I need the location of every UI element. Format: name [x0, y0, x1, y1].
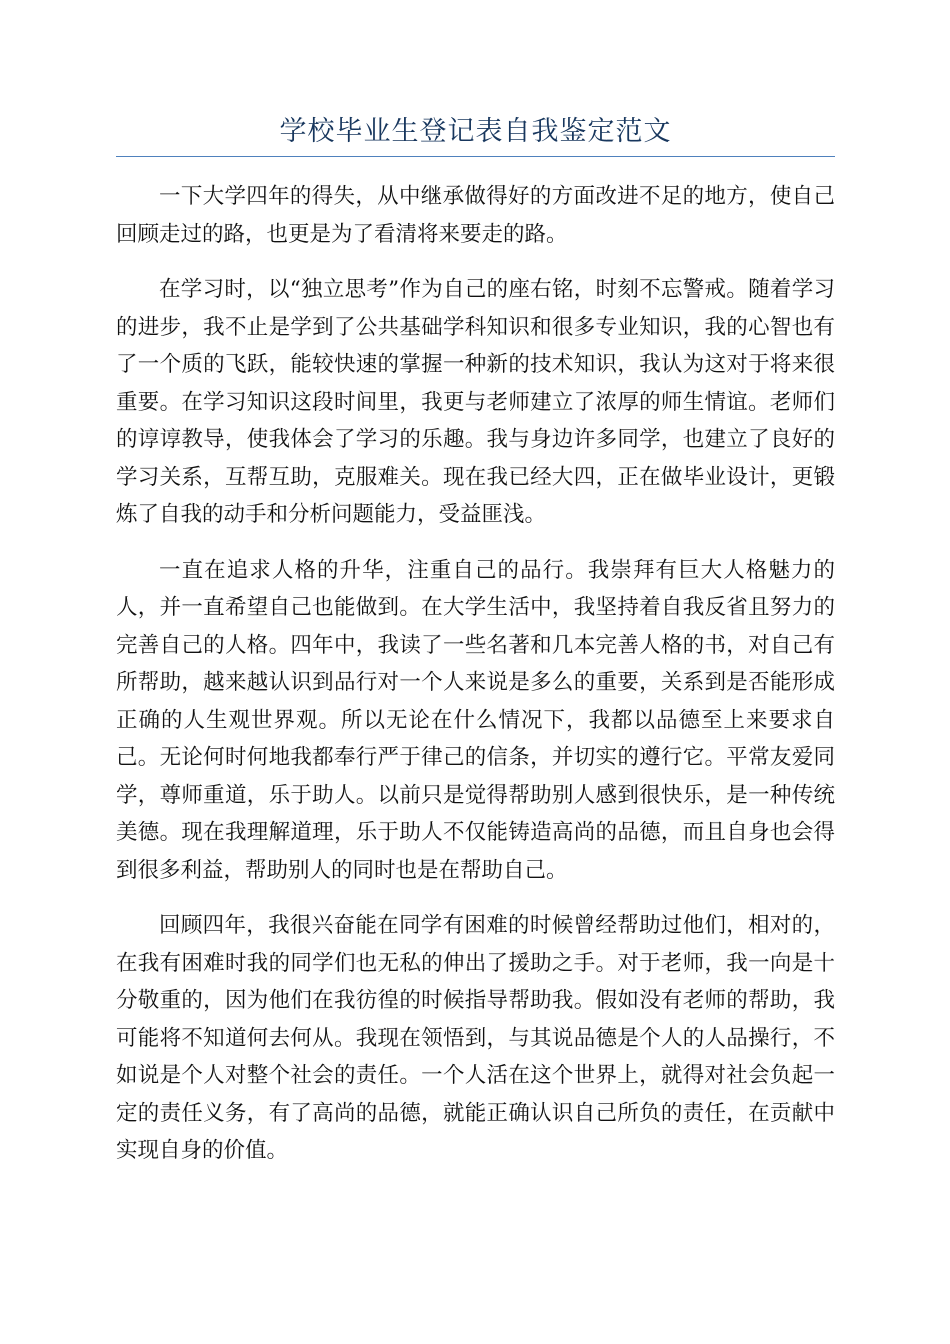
document-body — [116, 178, 835, 1188]
paragraph-character: 一直在追求人格的升华，注重自己的品行。我崇拜有巨大人格魅力的人，并一直希望自己也能做到。在大学生活中，我坚持着自我反省且努力的完善自己的人格。四年中，我读了一些名著和几本完善人格的书，对自己有所帮助，越来越认识到品行对一个人来说是多么的重要，关系到是否能形成正确的人生观世界观。所以无论在什么情况下，我都以品德至上来要求自己。无论何时何地我都奉行严于律己的信条，并切实的遵行它。平常友爱同学，尊师重道，乐于助人。以前只是觉得帮助别人感到很快乐，是一种传统美德。现在我理解道理，乐于助人不仅能铸造高尚的品德，而且自身也会得到很多利益，帮助别人的同时也是在帮助自己。 — [116, 557, 835, 883]
title-block — [116, 112, 835, 157]
paragraph-review: 回顾四年，我很兴奋能在同学有困难的时候曾经帮助过他们，相对的，在我有困难时我的同学们也无私的伸出了援助之手。对于老师，我一向是十分敬重的，因为他们在我彷徨的时候指导帮助我。假如没有老师的帮助，我可能将不知道何去何从。我现在领悟到，与其说品德是个人的人品操行，不如说是个人对整个社会的责任。一个人活在这个世界上，就得对社会负起一定的责任义务，有了高尚的品德，就能正确认识自己所负的责任，在贡献中实现自身的价值。 — [116, 913, 835, 1163]
paragraph-study: 在学习时，以“独立思考”作为自己的座右铭，时刻不忘警戒。随着学习的进步，我不止是学到了公共基础学科知识和很多专业知识，我的心智也有了一个质的飞跃，能较快速的掌握一种新的技术知识，我认为这对于将来很重要。在学习知识这段时间里，我更与老师建立了浓厚的师生情谊。老师们的谆谆教导，使我体会了学习的乐趣。我与身边许多同学，也建立了良好的学习关系，互帮互助，克服难关。现在我已经大四，正在做毕业设计，更锻炼了自我的动手和分析问题能力，受益匪浅。 — [116, 277, 835, 527]
paragraph-intro: 一下大学四年的得失，从中继承做得好的方面改进不足的地方，使自己回顾走过的路，也更是为了看清将来要走的路。 — [116, 184, 835, 247]
page-title: 学校毕业生登记表自我鉴定范文 — [279, 116, 672, 147]
